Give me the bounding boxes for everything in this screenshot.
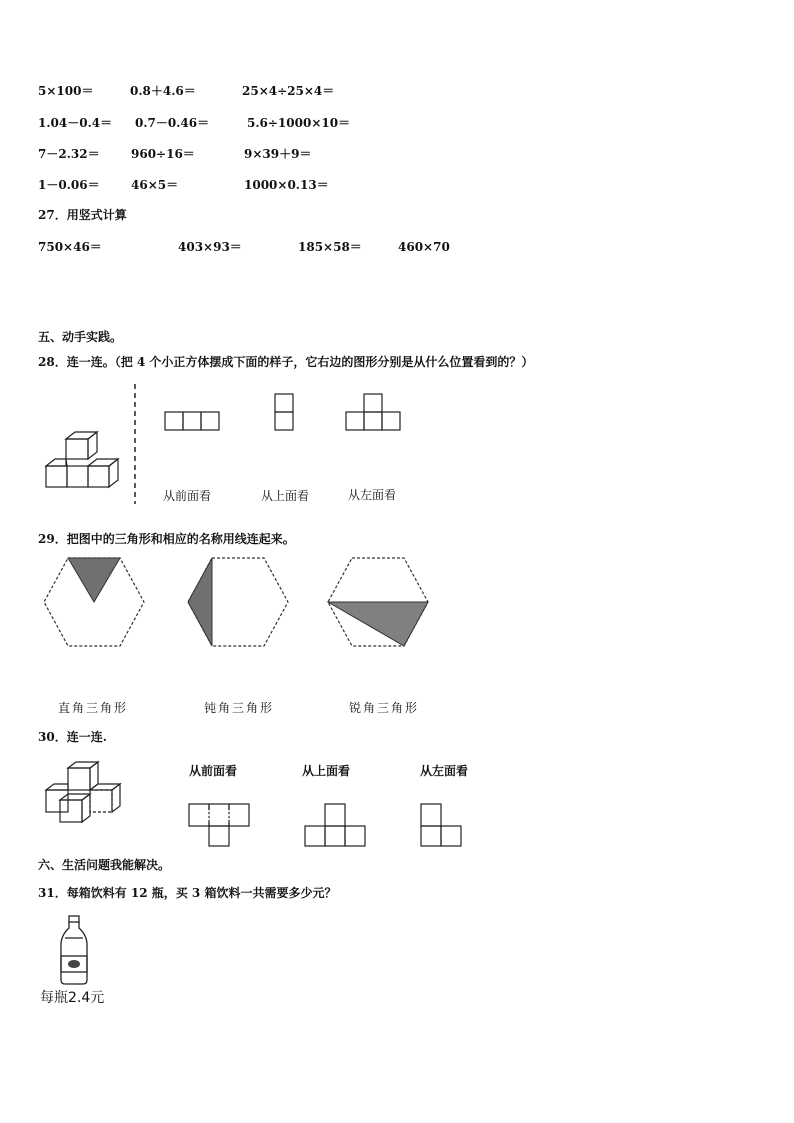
calc-item: 0.8＋4.6＝	[130, 84, 196, 98]
q28-label-left: 从左面看	[348, 488, 397, 502]
calc-item: 5.6÷1000×10＝	[247, 116, 351, 130]
calc-item: 0.7－0.46＝	[135, 116, 210, 130]
q30-label-top: 从上面看	[302, 764, 351, 778]
calc-item: 7－2.32＝	[38, 147, 100, 161]
q28-title: 28．连一连。（把 4 个小正方体摆成下面的样子，它右边的图形分别是从什么位置看到的？）	[38, 355, 534, 369]
q28-label-top: 从上面看	[261, 489, 310, 503]
hexagon-acute-figure	[40, 556, 148, 648]
hexagon-right-figure	[184, 556, 292, 648]
q27-item: 403×93＝	[178, 240, 242, 254]
calc-item: 5×100＝	[38, 84, 94, 98]
view-three-in-row	[163, 410, 223, 432]
q31-title: 31．每箱饮料有 12 瓶，买 3 箱饮料一共需要多少元？	[38, 886, 337, 900]
calc-item: 46×5＝	[131, 178, 179, 192]
q30-label-left: 从左面看	[420, 764, 469, 778]
calc-item: 9×39＋9＝	[244, 147, 312, 161]
bottle-price: 每瓶2.4元	[40, 990, 105, 1006]
calc-item: 1－0.06＝	[38, 178, 100, 192]
q29-label-acute: 锐角三角形	[349, 701, 420, 715]
q29-label-right: 直角三角形	[58, 701, 129, 715]
q27-item: 185×58＝	[298, 240, 362, 254]
view-l-shape	[419, 802, 465, 848]
view-two-stacked	[272, 392, 296, 432]
bottle-icon	[56, 914, 92, 986]
calc-item: 1.04－0.4＝	[38, 116, 113, 130]
view-t-upright	[303, 802, 369, 848]
q28-label-front: 从前面看	[163, 489, 212, 503]
hexagon-obtuse-figure	[324, 556, 432, 648]
dashed-divider	[131, 384, 139, 504]
calc-item: 25×4÷25×4＝	[242, 84, 335, 98]
q29-label-obtuse: 钝角三角形	[204, 701, 275, 715]
cube-stack-figure	[42, 428, 126, 494]
section6-title: 六、生活问题我能解决。	[38, 858, 171, 872]
q27-title: 27．用竖式计算	[38, 208, 127, 222]
q27-item: 460×70	[398, 240, 450, 254]
view-inverted-t	[187, 802, 253, 848]
section5-title: 五、动手实践。	[38, 330, 123, 344]
calc-item: 1000×0.13＝	[244, 178, 329, 192]
q29-title: 29．把图中的三角形和相应的名称用线连起来。	[38, 532, 295, 546]
q27-item: 750×46＝	[38, 240, 102, 254]
calc-item: 960÷16＝	[131, 147, 195, 161]
q30-label-front: 从前面看	[189, 764, 238, 778]
q30-title: 30．连一连.	[38, 730, 107, 744]
view-t-shape	[343, 392, 403, 432]
cube-cross-figure	[40, 760, 136, 830]
